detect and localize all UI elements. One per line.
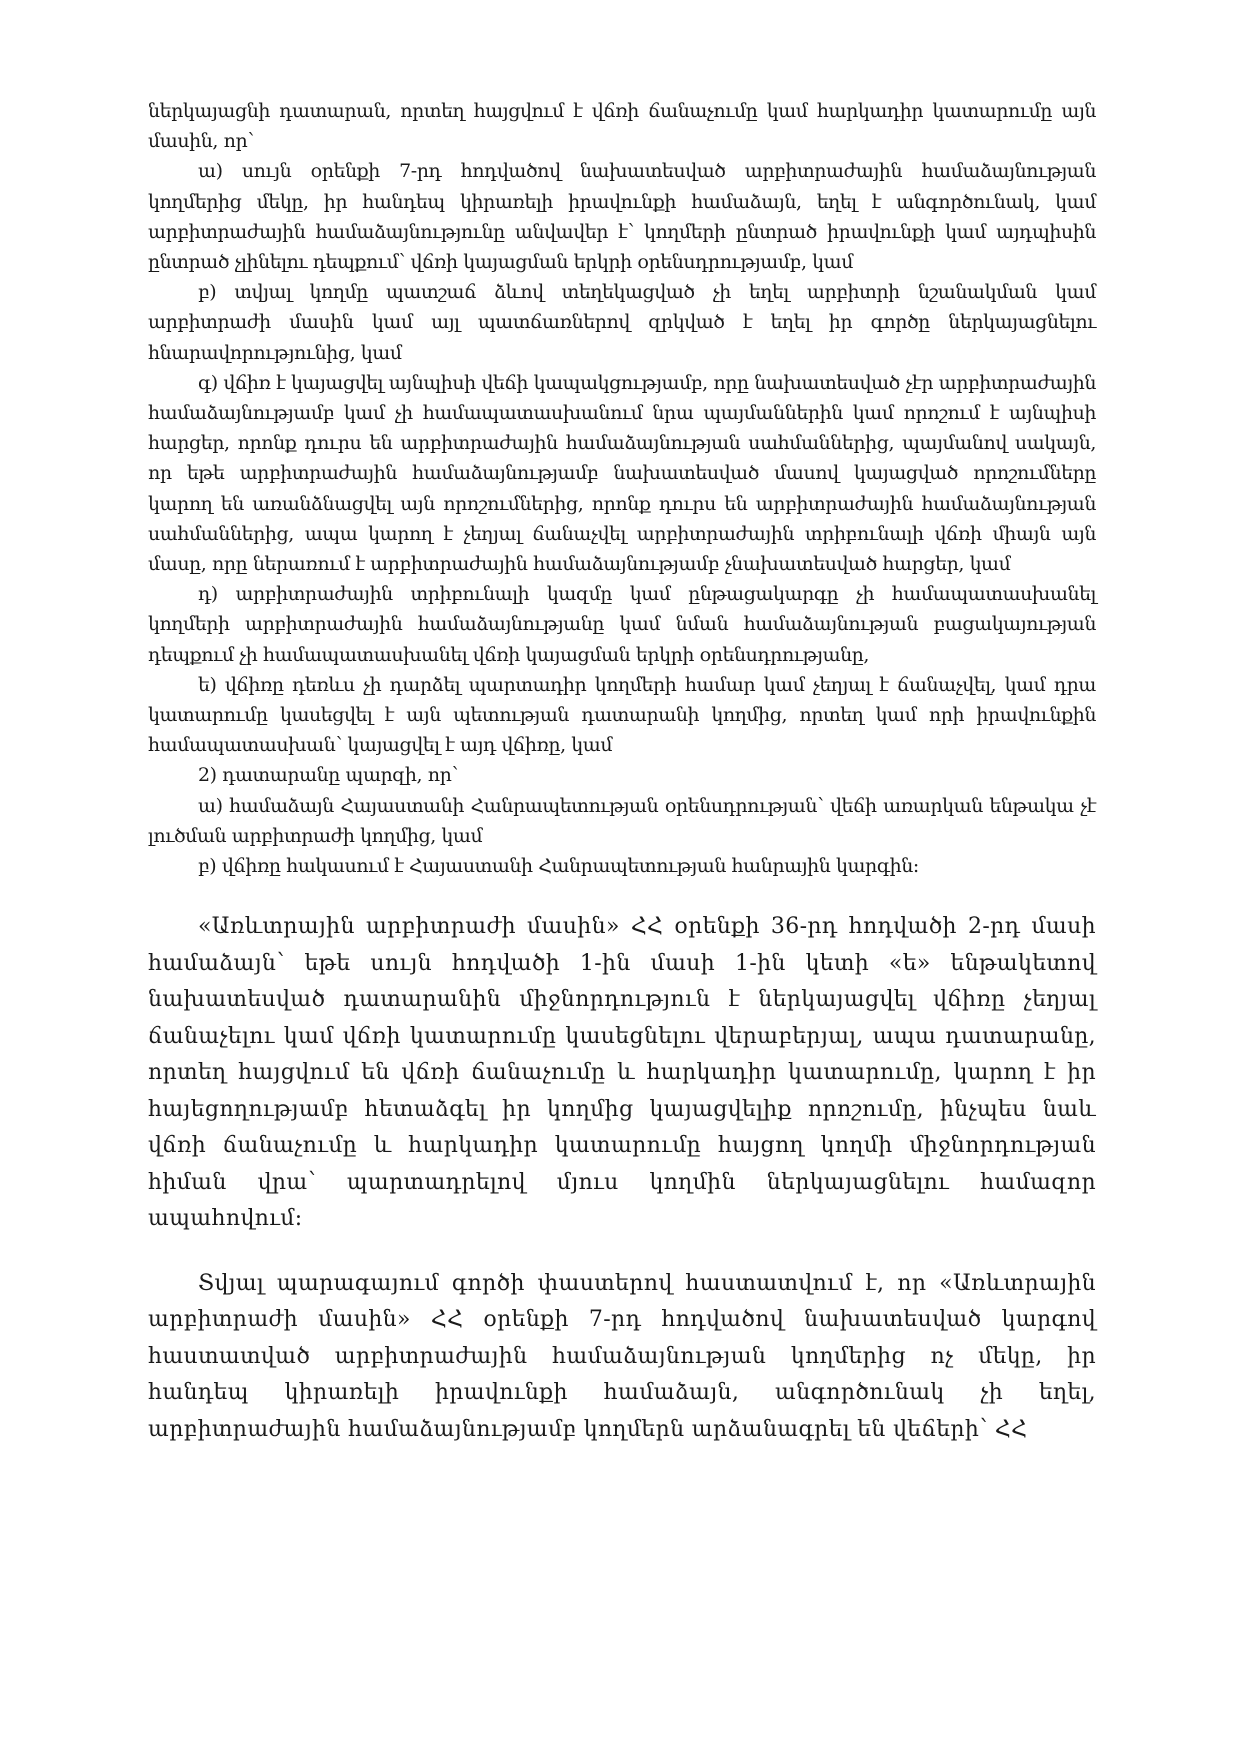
document-page [148,96,1096,1476]
quoted-law-section [148,96,1096,881]
body-paragraph-case-facts: Տվյալ պարագայում գործի փաստերով հաստատվում է, որ «Առևտրային արբիտրաժի մասին» ՀՀ օրենքի 7-րդ հոդվածով նախատեսված կարգով հաստատված արբիտրաժային համաձայնության կողմերից ոչ մեկը, իր հանդեպ կիրառելի իրավունքի համաձայն, անգործունակ չի եղել, արբիտրաժային համաձայնությամբ կողմերն արձանագրել են վեճերի՝ ՀՀ [148,1270,1096,1442]
paragraph-continuation: ներկայացնի դատարան, որտեղ հայցվում է վճռի ճանաչումը կամ հարկադիր կատարումը այն մասին, որ՝ [148,100,1096,153]
body-section [148,909,1096,1448]
list-item-e: ե) վճիռը դեռևս չի դարձել պարտադիր կողմերի համար կամ չեղյալ է ճանաչվել, կամ դրա կատարումը կասեցվել է այն պետության դատարանի կողմից, որտեղ կամ որի իրավունքին համապատասխան՝ կայացվել է այդ վճիռը, կամ [148,673,1096,757]
list-item-2b: բ) վճիռը հակասում է Հայաստանի Հանրապետության հանրային կարգին: [198,855,919,878]
list-item-d: դ) արբիտրաժային տրիբունալի կազմը կամ ընթացակարգը չի համապատասխանել կողմերի արբիտրաժային համաձայնությանը կամ նման համաձայնության բացակայության դեպքում չի համապատասխանել վճռի կայացման երկրի օրենսդրությանը, [148,583,1096,666]
list-item-2a: ա) համաձայն Հայաստանի Հանրապետության օրենսդրության՝ վեճի առարկան ենթակա չէ լուծման արբիտրաժի կողմից, կամ [148,794,1096,847]
body-paragraph-article-36: «Առևտրային արբիտրաժի մասին» ՀՀ օրենքի 36-րդ հոդվածի 2-րդ մասի համաձայն՝ եթե սույն հոդվածի 1-ին մասի 1-ին կետի «ե» ենթակետով նախատեսված դատարանին միջնորդություն է ներկայացվել վճիռը չեղյալ ճանաչելու կամ վճռի կատարումը կասեցնելու վերաբերյալ, ապա դատարանը, որտեղ հայցվում են վճռի ճանաչումը և հարկադիր կատարումը, կարող է իր հայեցողությամբ հետաձգել իր կողմից կայացվելիք որոշումը, ինչպես նաև վճռի ճանաչումը և հարկադիր կատարումը հայցող կողմի միջնորդության հիման վրա՝ պարտադրելով մյուս կողմին ներկայացնելու համազոր ապահովում: [148,914,1096,1232]
list-item-a: ա) սույն օրենքի 7-րդ հոդվածով նախատեսված արբիտրաժային համաձայնության կողմերից մեկը, իր հանդեպ կիրառելի իրավունքի համաձայն, եղել է անգործունակ, կամ արբիտրաժային համաձայնությունը անվավեր է՝ կողմերի ընտրած իրավունքի կամ այդպիսին ընտրած չլինելու դեպքում՝ վճռի կայացման երկրի օրենսդրությամբ, կամ [148,160,1096,274]
list-item-b: բ) տվյալ կողմը պատշաճ ձևով տեղեկացված չի եղել արբիտրի նշանակման կամ արբիտրաժի մասին կամ այլ պատճառներով զրկված է եղել իր գործը ներկայացնելու հնարավորությունից, կամ [148,281,1096,364]
list-item-2: 2) դատարանը պարզի, որ՝ [198,764,458,787]
list-item-g: գ) վճիռ է կայացվել այնպիսի վեճի կապակցությամբ, որը նախատեսված չէր արբիտրաժային համաձայնությամբ կամ չի համապատասխանում նրա պայմաններին կամ որոշում է այնպիսի հարցեր, որոնք դուրս են արբիտրաժային համաձայնության սահմաններից, պայմանով սակայն, որ եթե արբիտրաժային համաձայնությամբ նախատեսված մասով կայացված որոշումները կարող են առանձնացվել այն որոշումներից, որոնք դուրս են արբիտրաժային համաձայնության սահմաններից, ապա կարող է չեղյալ ճանաչվել արբիտրաժային տրիբունալի վճռի միայն այն մասը, որը ներառում է արբիտրաժային համաձայնությամբ չնախատեսված հարցեր, կամ [148,371,1096,576]
